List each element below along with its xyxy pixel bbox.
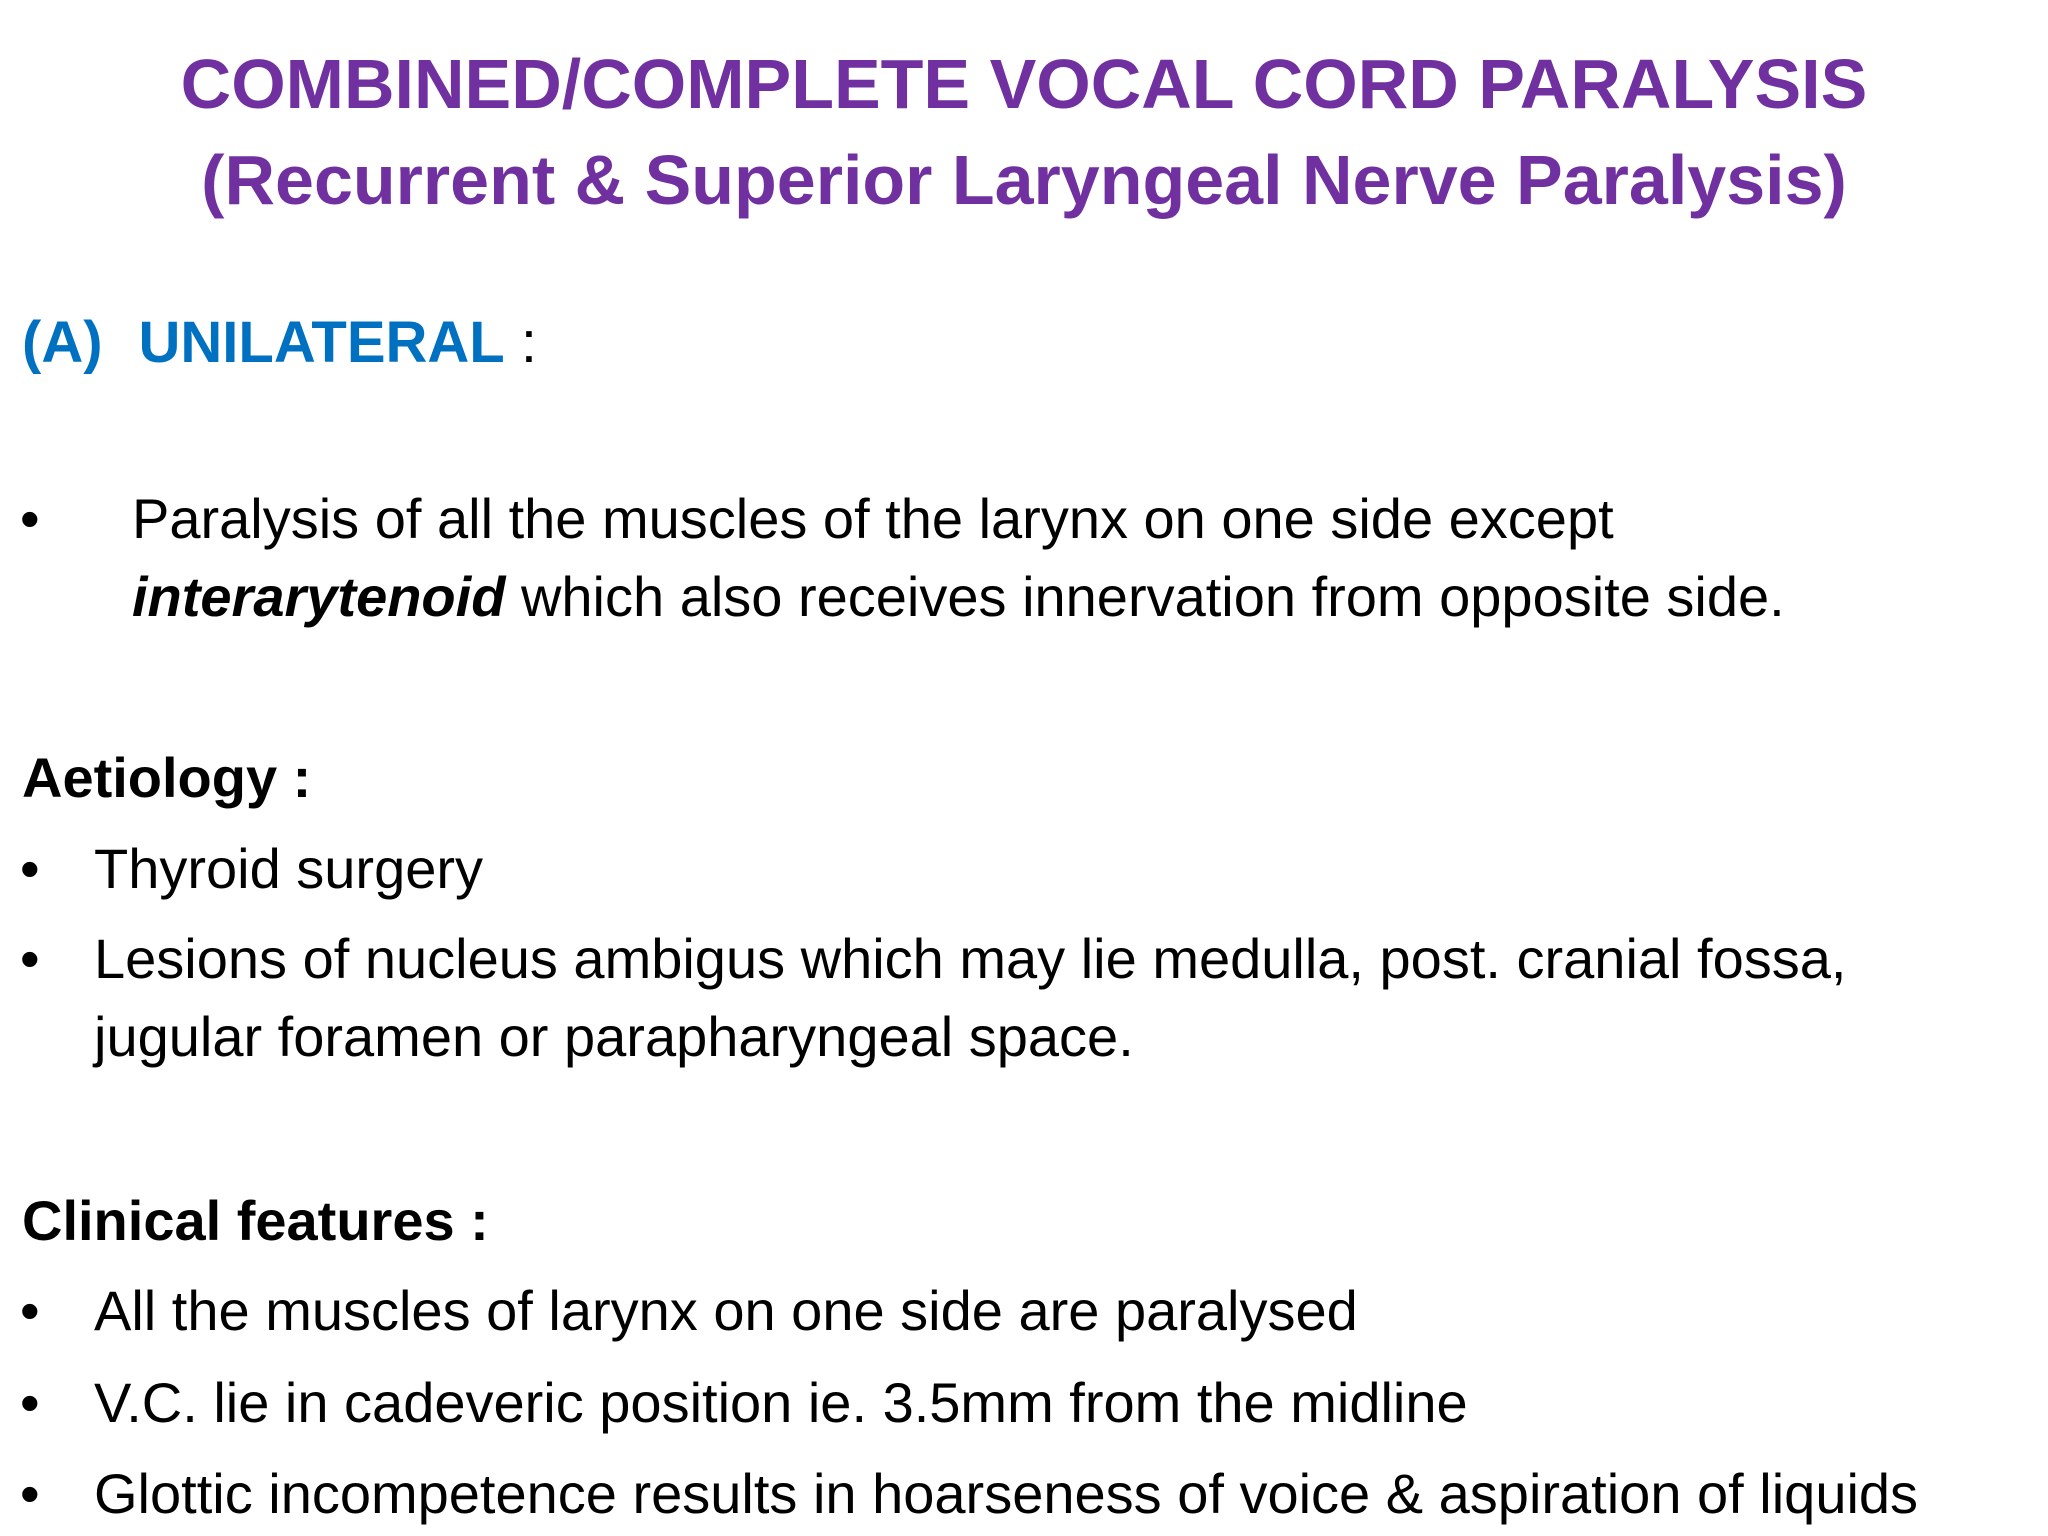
aetiology-item-2-line-2: jugular foramen or parapharyngeal space.: [94, 1005, 1134, 1068]
section-title: UNILATERAL: [138, 310, 505, 375]
section-colon: :: [504, 310, 537, 375]
slide-title-line-1: COMBINED/COMPLETE VOCAL CORD PARALYSIS: [180, 45, 1868, 123]
intro-line-1: Paralysis of all the muscles of the larynx on one side except: [132, 487, 1614, 550]
section-heading-unilateral: [22, 305, 537, 381]
aetiology-item-1-text: Thyroid surgery: [94, 837, 484, 900]
clinical-item-1-text: All the muscles of larynx on one side are paralysed: [94, 1279, 1358, 1342]
intro-line-2: [132, 558, 1785, 636]
clinical-item-2-text: V.C. lie in cadeveric position ie. 3.5mm from the midline: [94, 1371, 1468, 1434]
bullet-icon: •: [20, 927, 40, 990]
aetiology-heading: Aetiology :: [22, 746, 312, 809]
bullet-icon: •: [20, 1462, 40, 1525]
bullet-icon: •: [20, 1279, 40, 1342]
aetiology-item-2-line-1: Lesions of nucleus ambigus which may lie medulla, post. cranial fossa,: [94, 927, 1847, 990]
clinical-features-heading: Clinical features :: [22, 1189, 489, 1252]
bullet-icon: •: [20, 487, 40, 550]
section-letter: (A): [22, 310, 103, 375]
bullet-icon: •: [20, 1371, 40, 1434]
intro-emphasis-term: interarytenoid: [132, 565, 506, 628]
clinical-item-3-text: Glottic incompetence results in hoarseness of voice & aspiration of liquids: [94, 1462, 1919, 1525]
slide-title-line-2: (Recurrent & Superior Laryngeal Nerve Paralysis): [201, 141, 1847, 219]
intro-line-2-rest: which also receives innervation from opposite side.: [505, 565, 1785, 628]
bullet-icon: •: [20, 837, 40, 900]
